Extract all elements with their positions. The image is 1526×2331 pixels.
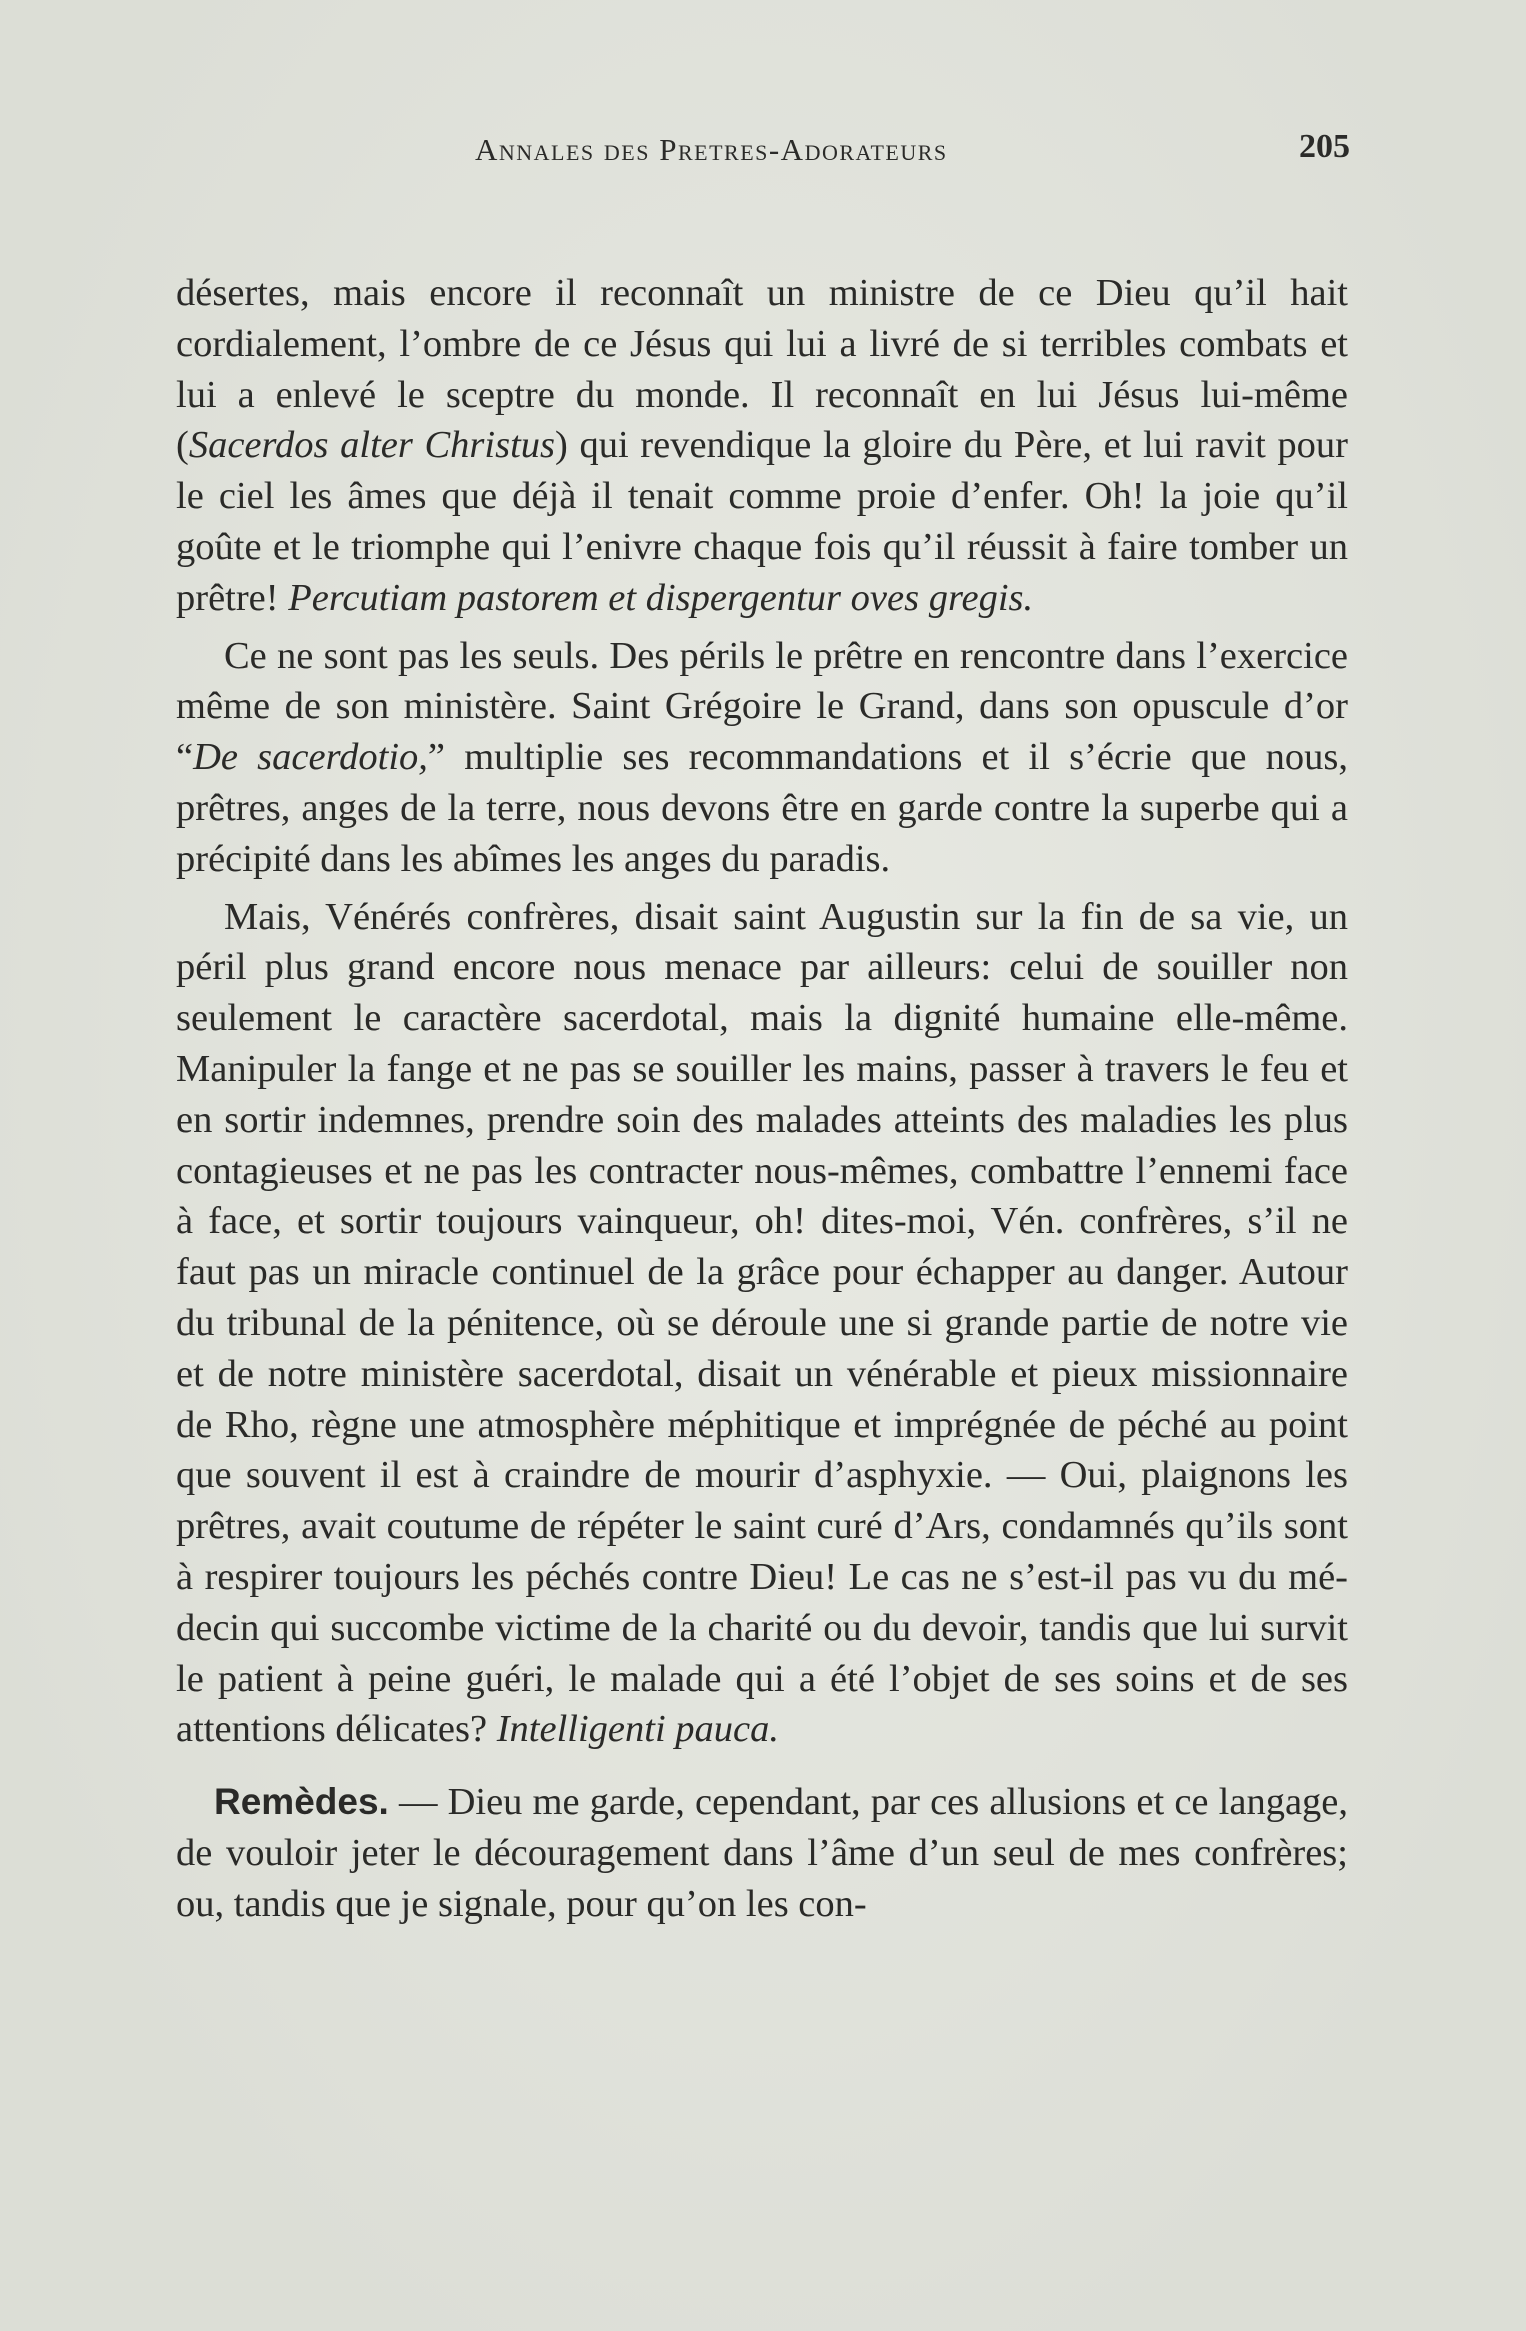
paragraph-2-text-a: Ce ne sont pas les seuls. Des périls le prêtre en rencontre dans l’exercice même de son ministère. Saint Grégoire le Grand, dans son opuscule d’or “ [176, 634, 1348, 779]
paragraph-3-text-a: Mais, Vénérés confrères, disait saint Augustin sur la fin de sa vie, un péril plus grand encore nous menace par ailleurs: celui de souiller non seulement le caractère sacerdotal, mais la dignité humaine elle-même. Manipuler la fange et ne pas se souiller les mains, passer à travers le feu et en sortir indemnes, prendre soin des malades atteints des maladies les plus contagieuses et ne pas les contracter nous-mêmes, combattre l’ennemi face à face, et sortir toujours vainqueur, oh! dites-moi, Vén. confrères, s’il ne faut pas un miracle continuel de la grâce pour échapper au danger. Autour du tribunal de la pénitence, où se déroule une si grande partie de notre vie et de notre ministère sacerdotal, disait un vénérable et pieux missionnaire de Rho, règne une atmosphère méphitique et imprégnée de péché au point que souvent il est à craindre de mourir d’asphyxie. — Oui, plaignons les prêtres, avait coutume de répéter le saint curé d’Ars, condamnés qu’ils sont à respirer toujours les péchés contre Dieu! Le cas ne s’est-il pas vu du médecin qui succombe victime de la charité ou du devoir, tandis que lui survit le patient à peine guéri, le malade qui a été l’objet de ses soins et de ses attentions délicates? [176, 895, 1348, 1751]
paragraph-1-text-a: désertes, mais encore il reconnaît un ministre de ce Dieu qu’il hait cordialement, l’ombre de ce Jésus qui lui a livré de si terribles combats et lui a enlevé le sceptre du monde. Il reconnaît en lui Jésus lui-même ( [176, 272, 1348, 467]
paragraph-4 [176, 1777, 1348, 1929]
paragraph-3-italic-intelligenti: Intelligenti pauca. [496, 1708, 779, 1751]
paragraph-1-italic-sacerdos: Sacerdos alter Christus [188, 424, 556, 467]
page-number: 205 [1299, 128, 1350, 165]
paragraph-1 [176, 268, 1348, 624]
paragraph-4-text-a: — Dieu me garde, cependant, par ces allusions et ce langage, de vouloir jeter le découragement dans l’âme d’un seul de mes confrères; ou, tandis que je signale, pour qu’on les con- [176, 1781, 1348, 1925]
running-title: Annales des Pretres-Adorateurs [475, 132, 948, 167]
paragraph-2-text-c: ” multiplie ses recommandations et il s’écrie que nous, prêtres, anges de la terre, nous devons être en garde contre la superbe qui a précipité dans les abîmes les anges du paradis. [176, 736, 1349, 880]
body-text [176, 268, 1348, 1930]
paragraph-2 [176, 631, 1348, 885]
paragraph-1-italic-percutiam: Percutiam pastorem et dispergentur oves gregis. [288, 576, 1034, 619]
page-header [170, 128, 1360, 178]
paragraph-1-text-c: ) qui revendique la gloire du Père, et lui ravit pour le ciel les âmes que déjà il tenait comme proie d’enfer. Oh! la joie qu’il goûte et le triomphe qui l’enivre chaque fois qu’il réussit à faire tomber un prêtre! [176, 424, 1348, 619]
paragraph-2-italic-de-sacerdotio: De sacerdotio, [193, 736, 428, 779]
paragraph-3 [176, 892, 1348, 1756]
section-heading-remedes: Remèdes. [214, 1781, 389, 1823]
